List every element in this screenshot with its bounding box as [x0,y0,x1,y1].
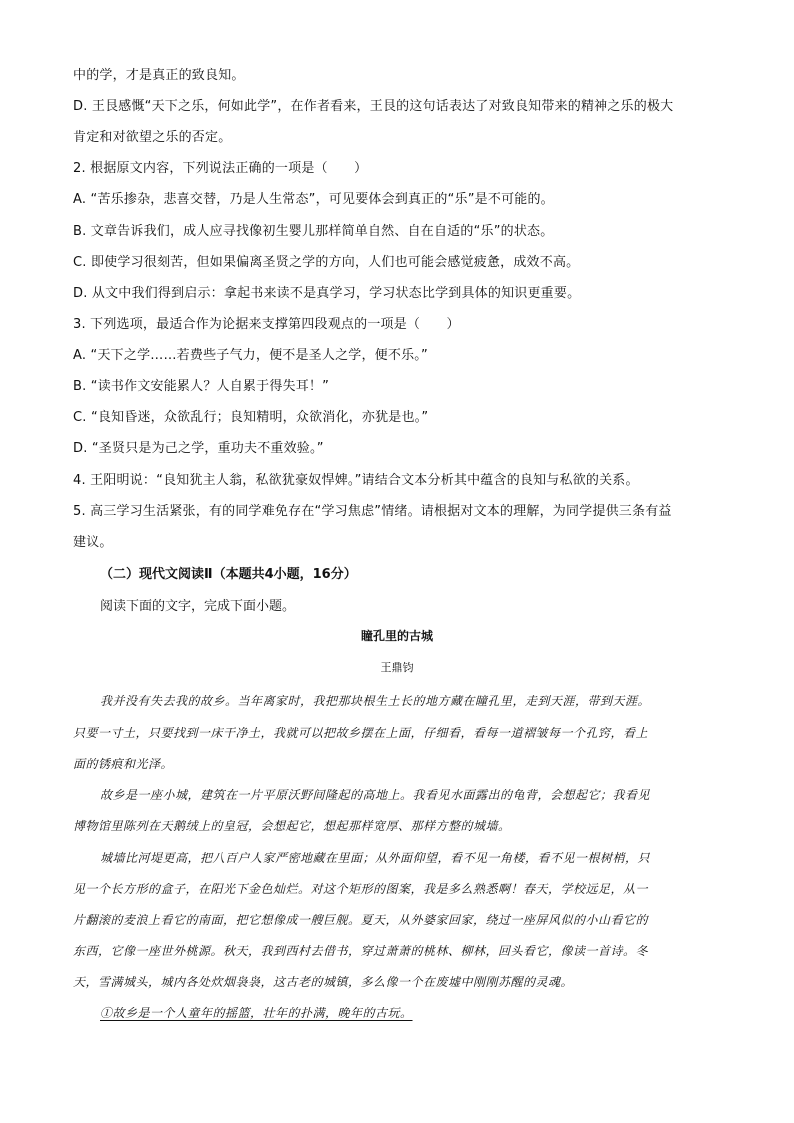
option-d: D. 从文中我们得到启示：拿起书来读不是真学习，学习状态比学到具体的知识更重要。 [73,286,581,301]
text-line: 肯定和对欲望之乐的否定。 [73,130,232,145]
option-b: B. 文章告诉我们，成人应寻找像初生婴儿那样简单自然、自在自适的“乐”的状态。 [73,224,554,239]
question-2: 2. 根据原文内容，下列说法正确的一项是（ ） [73,161,368,176]
option-a: A. “天下之学……若费些子气力，便不是圣人之学，便不乐。” [73,348,428,363]
paragraph-line: 见一个长方形的盒子，在阳光下金色灿烂。对这个矩形的图案，我是多么熟悉啊！春天，学校远足，从一 [73,882,649,896]
option-a: A. “苦乐掺杂，悲喜交替，乃是人生常态”，可见要体会到真正的“乐”是不可能的。 [73,192,554,207]
text-line: 中的学，才是真正的致良知。 [73,68,245,83]
option-d-line: D. 王艮感慨“天下之乐，何如此学”，在作者看来，王艮的这句话表达了对致良知带来的精神之乐的极大 [73,99,674,114]
option-d: D. “圣贤只是为己之学，重功夫不重效验。” [73,441,324,456]
paragraph-line: 片翻滚的麦浪上看它的南面，把它想像成一艘巨舰。夏天，从外婆家回家，绕过一座屏风似的小山看它的 [73,913,649,927]
option-c: C. 即使学习很刻苦，但如果偏离圣贤之学的方向，人们也可能会感觉疲惫，成效不高。 [73,255,580,270]
section-heading: （二）现代文阅读Ⅱ（本题共4小题，16分） [100,567,357,582]
option-c: C. “良知昏迷，众欲乱行；良知精明，众欲消化，亦犹是也。” [73,410,429,425]
question-5-cont: 建议。 [73,535,113,550]
question-5: 5. 高三学习生活紧张，有的同学难免存在“学习焦虑”情绪。请根据对文本的理解，为同学提供三条有益 [73,504,672,519]
paragraph-line: 只要一寸土，只要找到一床干净土，我就可以把故乡摆在上面，仔细看，看每一道褶皱每一个孔窍，看上 [73,726,649,740]
option-b: B. “读书作文安能累人？人自累于得失耳！” [73,379,330,394]
instruction-text: 阅读下面的文字，完成下面小题。 [100,599,296,614]
underlined-sentence: ①故乡是一个人童年的摇篮，壮年的扑满，晚年的古玩。 [100,1006,413,1020]
question-3: 3. 下列选项，最适合作为论据来支撑第四段观点的一项是（ ） [73,317,460,332]
paragraph-line: 博物馆里陈列在天鹅绒上的皇冠，会想起它，想起那样宽厚、那样方整的城墙。 [73,819,511,833]
paragraph-line: 城墙比河堤更高，把八百户人家严密地藏在里面；从外面仰望，看不见一角楼，看不见一根树梢，只 [100,851,651,865]
question-4: 4. 王阳明说：“良知犹主人翁，私欲犹豪奴悍婢。”请结合文本分析其中蕴含的良知与私欲的关系。 [73,473,639,488]
paragraph-line: 东西，它像一座世外桃源。秋天，我到西村去借书，穿过萧萧的桃林、柳林，回头看它，像读一首诗。冬 [73,944,649,958]
paragraph-line: 天，雪满城头，城内各处炊烟袅袅，这古老的城镇，多么像一个在废墟中刚刚苏醒的灵魂。 [73,975,574,989]
paragraph-line: 我并没有失去我的故乡。当年离家时，我把那块根生土长的地方藏在瞳孔里，走到天涯，带到天涯。 [100,694,651,708]
article-title: 瞳孔里的古城 [360,629,433,643]
paragraph-line: 面的锈痕和光泽。 [73,757,174,771]
article-author: 王鼎钧 [380,661,414,674]
paragraph-line: 故乡是一座小城，建筑在一片平原沃野间隆起的高地上。我看见水面露出的龟背，会想起它；我看见 [100,788,651,802]
